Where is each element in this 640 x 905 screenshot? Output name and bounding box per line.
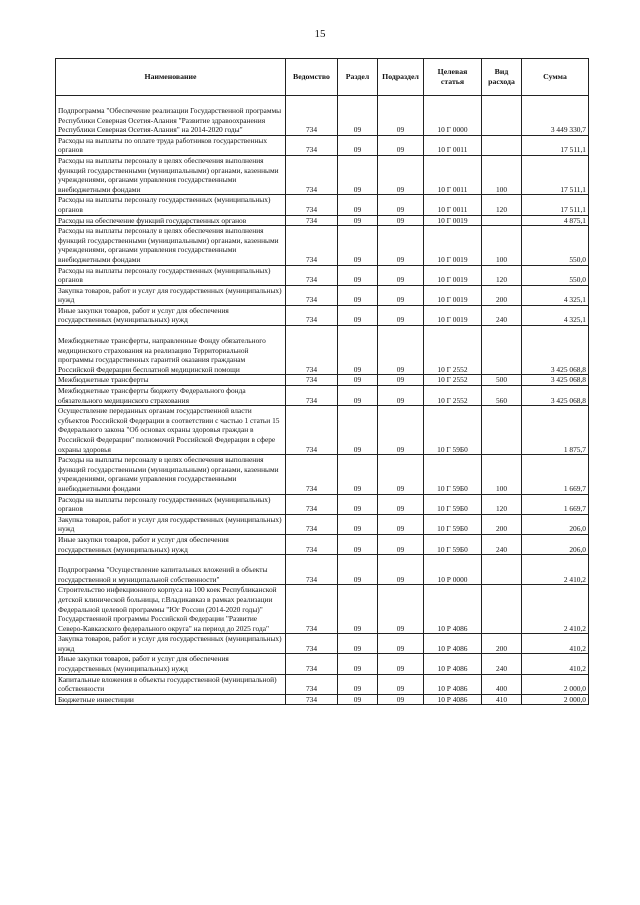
table-row: [56, 135, 589, 155]
row-target-cell: 10 Г 0019: [424, 226, 482, 265]
row-sum-cell: 3 425 068,8: [522, 386, 589, 406]
row-target-cell: 10 Г 59Б0: [424, 406, 482, 455]
row-expense-type-cell: 240: [482, 654, 522, 674]
row-section-cell: 09: [338, 155, 378, 194]
row-target-cell: 10 Г 0011: [424, 195, 482, 215]
row-section-cell: 09: [338, 634, 378, 654]
row-expense-type-cell: 100: [482, 226, 522, 265]
row-subsection-cell: 09: [378, 514, 424, 534]
row-target-cell: 10 Г 59Б0: [424, 455, 482, 494]
table-row: [56, 305, 589, 325]
row-target-cell: 10 Г 59Б0: [424, 514, 482, 534]
row-section-cell: 09: [338, 455, 378, 494]
header-expense-type: Вид расхода: [482, 59, 522, 96]
row-department-cell: 734: [286, 406, 338, 455]
table-row: [56, 634, 589, 654]
row-sum-cell: 4 875,1: [522, 215, 589, 226]
row-target-cell: 10 Р 4086: [424, 585, 482, 634]
row-name-cell: Бюджетные инвестиции: [56, 694, 286, 705]
row-section-cell: 09: [338, 285, 378, 305]
row-sum-cell: 1 669,7: [522, 455, 589, 494]
row-section-cell: 09: [338, 265, 378, 285]
row-expense-type-cell: [482, 326, 522, 375]
table-row: [56, 226, 589, 265]
row-target-cell: 10 Г 0019: [424, 265, 482, 285]
row-department-cell: 734: [286, 634, 338, 654]
table-row: [56, 375, 589, 386]
row-sum-cell: 410,2: [522, 654, 589, 674]
row-department-cell: 734: [286, 694, 338, 705]
row-sum-cell: 17 511,1: [522, 195, 589, 215]
row-department-cell: 734: [286, 285, 338, 305]
row-target-cell: 10 Р 0000: [424, 555, 482, 585]
row-section-cell: 09: [338, 494, 378, 514]
row-target-cell: 10 Г 59Б0: [424, 534, 482, 554]
row-target-cell: 10 Р 4086: [424, 694, 482, 705]
row-department-cell: 734: [286, 375, 338, 386]
row-target-cell: 10 Г 2552: [424, 326, 482, 375]
table-row: [56, 155, 589, 194]
row-sum-cell: 1 669,7: [522, 494, 589, 514]
table-row: [56, 326, 589, 375]
row-name-cell: Расходы на выплаты персоналу в целях обеспечения выполнения функций государственными (муниципальными) органами, казенными учреждениями, органами управления государственными внебюджетными фондами: [56, 226, 286, 265]
row-expense-type-cell: 240: [482, 534, 522, 554]
row-name-cell: Осуществление переданных органам государственной власти субъектов Российской Федерации в соответствии с частью 1 статьи 15 Федерального закона "Об основах охраны здоровья граждан в Российской Федерации" полномочий Российской Федерации в сфере охраны здоровья: [56, 406, 286, 455]
row-expense-type-cell: 100: [482, 155, 522, 194]
table-row: [56, 285, 589, 305]
table-row: [56, 514, 589, 534]
row-target-cell: 10 Г 0011: [424, 135, 482, 155]
row-subsection-cell: 09: [378, 285, 424, 305]
row-name-cell: Расходы на выплаты персоналу государственных (муниципальных) органов: [56, 195, 286, 215]
row-name-cell: Капитальные вложения в объекты государственной (муниципальной) собственности: [56, 674, 286, 694]
row-sum-cell: 17 511,1: [522, 155, 589, 194]
row-department-cell: 734: [286, 674, 338, 694]
row-sum-cell: 550,0: [522, 226, 589, 265]
table-row: [56, 674, 589, 694]
row-expense-type-cell: [482, 555, 522, 585]
row-department-cell: 734: [286, 195, 338, 215]
row-subsection-cell: 09: [378, 215, 424, 226]
table-row: [56, 585, 589, 634]
row-name-cell: Закупка товаров, работ и услуг для государственных (муниципальных) нужд: [56, 285, 286, 305]
row-expense-type-cell: 120: [482, 494, 522, 514]
table-row: [56, 265, 589, 285]
row-name-cell: Межбюджетные трансферты бюджету Федерального фонда обязательного медицинского страхования: [56, 386, 286, 406]
row-sum-cell: 3 449 330,7: [522, 96, 589, 136]
row-name-cell: Расходы на выплаты персоналу государственных (муниципальных) органов: [56, 494, 286, 514]
row-section-cell: 09: [338, 534, 378, 554]
table-row: [56, 555, 589, 585]
row-section-cell: 09: [338, 654, 378, 674]
row-subsection-cell: 09: [378, 634, 424, 654]
table-row: [56, 215, 589, 226]
table-row: [56, 195, 589, 215]
row-expense-type-cell: [482, 406, 522, 455]
row-target-cell: 10 Г 0019: [424, 285, 482, 305]
row-target-cell: 10 Г 0000: [424, 96, 482, 136]
row-subsection-cell: 09: [378, 585, 424, 634]
row-section-cell: 09: [338, 305, 378, 325]
row-subsection-cell: 09: [378, 534, 424, 554]
row-name-cell: Расходы на выплаты персоналу в целях обеспечения выполнения функций государственными (муниципальными) органами, казенными учреждениями, органами управления государственными внебюджетными фондами: [56, 455, 286, 494]
row-department-cell: 734: [286, 155, 338, 194]
table-row: [56, 494, 589, 514]
row-sum-cell: 1 875,7: [522, 406, 589, 455]
row-section-cell: 09: [338, 555, 378, 585]
row-sum-cell: 3 425 068,8: [522, 326, 589, 375]
header-department: Ведомство: [286, 59, 338, 96]
budget-table: [55, 58, 589, 705]
row-subsection-cell: 09: [378, 375, 424, 386]
row-target-cell: 10 Р 4086: [424, 654, 482, 674]
row-name-cell: Подпрограмма "Обеспечение реализации Государственной программы Республики Северная Осетия-Алания "Развитие здравоохранения Республики Северная Осетия-Алания" на 2014-2020 годы": [56, 96, 286, 136]
row-name-cell: Закупка товаров, работ и услуг для государственных (муниципальных) нужд: [56, 634, 286, 654]
table-row: [56, 406, 589, 455]
row-name-cell: Подпрограмма "Осуществление капитальных вложений в объекты государственной и муниципальной собственности": [56, 555, 286, 585]
row-expense-type-cell: [482, 135, 522, 155]
row-subsection-cell: 09: [378, 195, 424, 215]
row-department-cell: 734: [286, 494, 338, 514]
row-section-cell: 09: [338, 195, 378, 215]
table-row: [56, 386, 589, 406]
row-name-cell: Закупка товаров, работ и услуг для государственных (муниципальных) нужд: [56, 514, 286, 534]
row-expense-type-cell: 410: [482, 694, 522, 705]
row-sum-cell: 206,0: [522, 534, 589, 554]
row-sum-cell: 206,0: [522, 514, 589, 534]
row-sum-cell: 4 325,1: [522, 305, 589, 325]
row-department-cell: 734: [286, 305, 338, 325]
row-expense-type-cell: 120: [482, 195, 522, 215]
row-section-cell: 09: [338, 674, 378, 694]
row-expense-type-cell: 240: [482, 305, 522, 325]
row-section-cell: 09: [338, 326, 378, 375]
row-section-cell: 09: [338, 514, 378, 534]
row-department-cell: 734: [286, 96, 338, 136]
row-department-cell: 734: [286, 265, 338, 285]
row-sum-cell: 3 425 068,8: [522, 375, 589, 386]
row-sum-cell: 2 410,2: [522, 555, 589, 585]
row-section-cell: 09: [338, 406, 378, 455]
row-subsection-cell: 09: [378, 265, 424, 285]
row-subsection-cell: 09: [378, 694, 424, 705]
row-target-cell: 10 Р 4086: [424, 674, 482, 694]
row-department-cell: 734: [286, 514, 338, 534]
row-section-cell: 09: [338, 386, 378, 406]
header-subsection: Подраздел: [378, 59, 424, 96]
row-name-cell: Расходы на выплаты персоналу государственных (муниципальных) органов: [56, 265, 286, 285]
row-department-cell: 734: [286, 386, 338, 406]
row-expense-type-cell: [482, 215, 522, 226]
row-name-cell: Расходы на выплаты персоналу в целях обеспечения выполнения функций государственными (муниципальными) органами, казенными учреждениями, органами управления государственными внебюджетными фондами: [56, 155, 286, 194]
row-department-cell: 734: [286, 455, 338, 494]
row-department-cell: 734: [286, 226, 338, 265]
row-target-cell: 10 Г 2552: [424, 375, 482, 386]
row-sum-cell: 550,0: [522, 265, 589, 285]
row-subsection-cell: 09: [378, 455, 424, 494]
row-section-cell: 09: [338, 135, 378, 155]
row-expense-type-cell: 560: [482, 386, 522, 406]
row-subsection-cell: 09: [378, 406, 424, 455]
row-name-cell: Строительство инфекционного корпуса на 100 коек Республиканской детской клинической больницы, г.Владикавказ в рамках реализации Федеральной целевой программы "Юг России (2014-2020 годы)" Государственной программы Российской Федерации "Развитие Северо-Кавказского федерального округа" на период до 2025 года": [56, 585, 286, 634]
row-expense-type-cell: 100: [482, 455, 522, 494]
row-subsection-cell: 09: [378, 305, 424, 325]
row-subsection-cell: 09: [378, 555, 424, 585]
row-expense-type-cell: [482, 585, 522, 634]
row-target-cell: 10 Г 0011: [424, 155, 482, 194]
row-name-cell: Иные закупки товаров, работ и услуг для обеспечения государственных (муниципальных) нужд: [56, 305, 286, 325]
table-header-row: [56, 59, 589, 96]
row-section-cell: 09: [338, 694, 378, 705]
row-expense-type-cell: 200: [482, 634, 522, 654]
row-subsection-cell: 09: [378, 494, 424, 514]
row-section-cell: 09: [338, 215, 378, 226]
row-target-cell: 10 Г 59Б0: [424, 494, 482, 514]
table-row: [56, 455, 589, 494]
row-department-cell: 734: [286, 534, 338, 554]
row-subsection-cell: 09: [378, 155, 424, 194]
row-target-cell: 10 Г 0019: [424, 215, 482, 226]
row-sum-cell: 410,2: [522, 634, 589, 654]
row-expense-type-cell: 200: [482, 285, 522, 305]
row-section-cell: 09: [338, 375, 378, 386]
row-expense-type-cell: 200: [482, 514, 522, 534]
row-section-cell: 09: [338, 226, 378, 265]
row-expense-type-cell: 400: [482, 674, 522, 694]
row-department-cell: 734: [286, 585, 338, 634]
row-target-cell: 10 Г 2552: [424, 386, 482, 406]
row-sum-cell: 4 325,1: [522, 285, 589, 305]
row-sum-cell: 17 511,1: [522, 135, 589, 155]
page-number: 15: [314, 28, 326, 40]
header-sum: Сумма: [522, 59, 589, 96]
row-department-cell: 734: [286, 135, 338, 155]
table-body: [56, 96, 589, 705]
row-sum-cell: 2 000,0: [522, 674, 589, 694]
row-subsection-cell: 09: [378, 326, 424, 375]
header-target-article: Целевая статья: [424, 59, 482, 96]
row-expense-type-cell: 500: [482, 375, 522, 386]
row-expense-type-cell: [482, 96, 522, 136]
row-name-cell: Иные закупки товаров, работ и услуг для обеспечения государственных (муниципальных) нужд: [56, 534, 286, 554]
table-row: [56, 534, 589, 554]
row-sum-cell: 2 410,2: [522, 585, 589, 634]
row-name-cell: Межбюджетные трансферты: [56, 375, 286, 386]
row-subsection-cell: 09: [378, 226, 424, 265]
row-subsection-cell: 09: [378, 96, 424, 136]
row-section-cell: 09: [338, 585, 378, 634]
row-name-cell: Расходы на выплаты по оплате труда работников государственных органов: [56, 135, 286, 155]
row-expense-type-cell: 120: [482, 265, 522, 285]
table-row: [56, 694, 589, 705]
table-row: [56, 96, 589, 136]
row-sum-cell: 2 000,0: [522, 694, 589, 705]
header-section: Раздел: [338, 59, 378, 96]
header-name: Наименование: [56, 59, 286, 96]
row-name-cell: Иные закупки товаров, работ и услуг для обеспечения государственных (муниципальных) нужд: [56, 654, 286, 674]
row-department-cell: 734: [286, 654, 338, 674]
row-target-cell: 10 Р 4086: [424, 634, 482, 654]
table-row: [56, 654, 589, 674]
row-target-cell: 10 Г 0019: [424, 305, 482, 325]
row-subsection-cell: 09: [378, 654, 424, 674]
row-name-cell: Расходы на обеспечение функций государственных органов: [56, 215, 286, 226]
row-subsection-cell: 09: [378, 674, 424, 694]
row-subsection-cell: 09: [378, 135, 424, 155]
row-section-cell: 09: [338, 96, 378, 136]
row-name-cell: Межбюджетные трансферты, направленные Фонду обязательного медицинского страхования на реализацию Территориальной программы государственных гарантий оказания гражданам Российской Федерации бесплатной медицинской помощи: [56, 326, 286, 375]
row-department-cell: 734: [286, 215, 338, 226]
row-department-cell: 734: [286, 326, 338, 375]
row-department-cell: 734: [286, 555, 338, 585]
row-subsection-cell: 09: [378, 386, 424, 406]
